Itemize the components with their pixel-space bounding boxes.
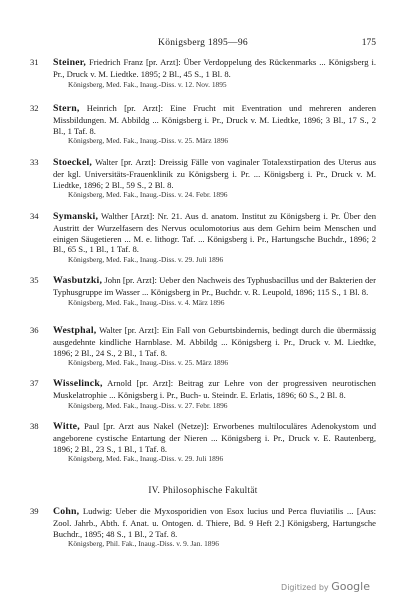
- entry-number: 35: [30, 275, 39, 285]
- entry-35: [30, 275, 376, 308]
- entry-dissertation-note: Königsberg, Med. Fak., Inaug.-Diss. v. 24. Febr. 1896: [68, 190, 228, 200]
- entry-number: 39: [30, 506, 39, 516]
- entry-text: Friedrich Franz [pr. Arzt]: Über Verdoppelung des Rückenmarks ... Königsberg i. Pr., Druck v. M. Liedtke. 1895; 2 Bl., 45 S., 1 Bl. 8.: [53, 57, 376, 79]
- entry-text: Heinrich [pr. Arzt]: Eine Frucht mit Eventration und mehreren anderen Missbildungen. M. Abbildg ... Königsberg i. Pr., Druck v. M. Liedtke, 1896; 3 Bl., 17 S., 2 Bl., 1 Taf. 8.: [53, 103, 376, 136]
- entry-dissertation-note: Königsberg, Med. Fak., Inaug.-Diss. v. 25. März 1896: [68, 358, 229, 368]
- page-number: 175: [361, 38, 376, 48]
- entry-dissertation-note: Königsberg, Med. Fak., Inaug.-Diss. v. 27. Febr. 1896: [68, 400, 228, 410]
- entry-author: Wasbutzki,: [53, 275, 103, 286]
- entry-number: 37: [30, 378, 39, 388]
- header-title: Königsberg 1895—96: [158, 38, 248, 48]
- entry-author: Witte,: [53, 421, 80, 432]
- entry-31: [30, 57, 376, 90]
- entry-dissertation-note: Königsberg, Med. Fak., Inaug.-Diss. v. 4. März 1896: [68, 297, 225, 307]
- entry-dissertation-note: Königsberg, Med. Fak., Inaug.-Diss. v. 25. März 1896: [68, 136, 229, 146]
- entry-number: 31: [30, 57, 39, 67]
- entry-author: Wisselinck,: [53, 378, 103, 389]
- entry-text: Walter [pr. Arzt]: Dreissig Fälle von vaginaler Totalexstirpation des Uterus aus der kgl. Universitäts-Frauenklinik zu Königsberg i. Pr. ... Königsberg i. Pr., Druck v. M. Liedtke, 1896; 2 Bl., 59 S., 2 Bl. 8.: [53, 157, 376, 190]
- entry-author: Westphal,: [53, 325, 97, 336]
- entry-author: Steiner,: [53, 57, 87, 68]
- entry-34: [30, 211, 376, 265]
- entry-39: [30, 506, 376, 549]
- entry-number: 33: [30, 157, 39, 167]
- entry-text: Arnold [pr. Arzt]: Beitrag zur Lehre von der progressiven neurotischen Muskelatrophie ... Königsberg i. Pr., Buch- u. Steindr. E. Erlatis, 1896; 60 S., 2 Bl. 8.: [53, 378, 376, 400]
- digitization-watermark: [281, 580, 370, 593]
- entry-36: [30, 325, 376, 368]
- entry-author: Cohn,: [53, 506, 80, 517]
- entry-author: Stoeckel,: [53, 157, 93, 168]
- entry-number: 34: [30, 211, 39, 221]
- watermark-brand: Google: [331, 580, 370, 593]
- entry-37: [30, 378, 376, 411]
- entry-text: Walter [pr. Arzt]: Ein Fall von Geburtsbindernis, bedingt durch die übermässig ausgedehnte kindliche Harnblase. M. Abbildg ... Königsberg i. Pr., Druck v. M. Liedtke, 1896; 2 Bl., 24 S., 2 Bl., 1 Taf. 8.: [53, 325, 376, 358]
- entry-author: Symanski,: [53, 211, 99, 222]
- watermark-prefix: Digitized by: [281, 583, 329, 592]
- entry-dissertation-note: Königsberg, Med. Fak., Inaug.-Diss. v. 29. Juli 1896: [68, 454, 224, 464]
- entry-dissertation-note: Königsberg, Med. Fak., Inaug.-Diss. v. 29. Juli 1896: [68, 255, 224, 265]
- entry-number: 36: [30, 325, 39, 335]
- entry-dissertation-note: Königsberg, Phil. Fak., Inaug.-Diss. v. 9. Jan. 1896: [68, 539, 219, 549]
- entry-33: [30, 157, 376, 200]
- entry-author: Stern,: [53, 103, 80, 114]
- entry-number: 32: [30, 103, 39, 113]
- entry-text: John [pr. Arzt]: Ueber den Nachweis des Typhusbacillus und der Bakterien der Typhusgruppe im Wasser ... Königsberg in Pr., Buchdr. v. R. Leupold, 1896; 115 S., 1 Bl. 8.: [53, 275, 376, 297]
- section-heading: IV. Philosophische Fakultät: [148, 485, 258, 495]
- entry-text: Paul [pr. Arzt aus Nakel (Netze)]: Erworbenes multiloculäres Adenokystom und angeborene cystische Entartung der Nieren ... Königsberg i. Pr., Druck v. E. Rautenberg, 1896; 2 Bl., 23 S., 1 Bl., 1 Taf. 8.: [53, 421, 376, 454]
- entry-dissertation-note: Königsberg, Med. Fak., Inaug.-Diss. v. 12. Nov. 1895: [68, 79, 227, 89]
- entry-text: Walther [Arzt]: Nr. 21. Aus d. anatom. Institut zu Königsberg i. Pr. Über den Austritt der Wurzelfasern des Nervus oculomotorius aus dem Gehirn beim Menschen und einigen Säugetieren ... M. e. lithogr. Taf. ... Königsberg i. Pr., Hartungsche Buchdr., 1896; 2 Bl., 65 S., 1 Bl., 1 Taf. 8.: [53, 211, 377, 255]
- entry-38: [30, 421, 376, 464]
- entry-number: 38: [30, 421, 39, 431]
- entry-text: Ludwig: Ueber die Myxosporidien von Esox lucius und Perca fluviatilis ... [Aus: Zool. Jahrb., Abth. f. Anat. u. Ontogen. d. Thiere, Bd. 9 Heft 2.] Königsberg, Hartungsche Buchdr., 1895; 48 S., 1 Bl., 2 Taf. 8.: [53, 506, 376, 539]
- entry-32: [30, 103, 376, 146]
- running-header: [30, 38, 376, 52]
